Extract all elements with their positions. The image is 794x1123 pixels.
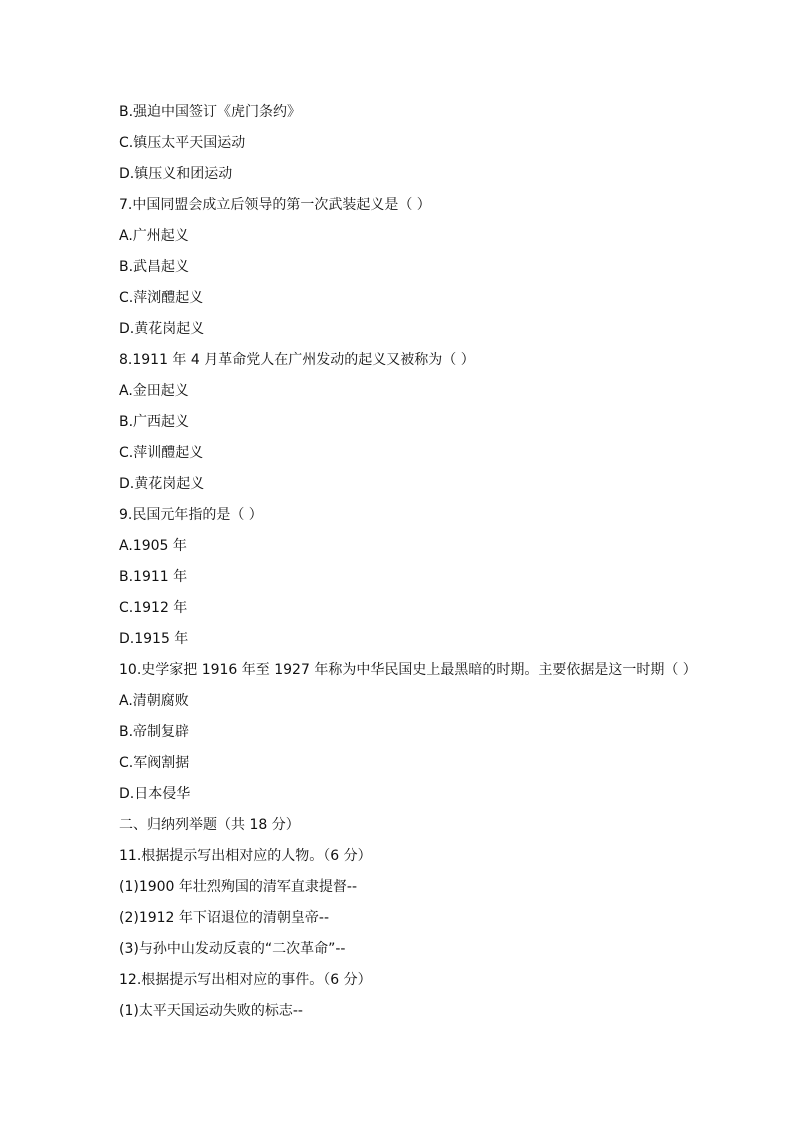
- question-7: 7.中国同盟会成立后领导的第一次武装起义是（ ）: [119, 197, 431, 213]
- question-list: [119, 100, 719, 1030]
- question-10: 10.史学家把 1916 年至 1927 年称为中华民国史上最黑暗的时期。主要依据是这一时期（ ）: [119, 662, 697, 678]
- option-d: D.1915 年: [119, 631, 189, 647]
- question-9: 9.民国元年指的是（ ）: [119, 507, 263, 523]
- option-a: A.清朝腐败: [119, 693, 189, 709]
- prompt-item: (2)1912 年下诏退位的清朝皇帝--: [119, 910, 330, 926]
- prompt-item: (1)1900 年壮烈殉国的清军直隶提督--: [119, 879, 358, 895]
- option-a: A.广州起义: [119, 228, 189, 244]
- option-b: B.强迫中国签订《虎门条约》: [119, 104, 302, 120]
- option-b: B.武昌起义: [119, 259, 190, 275]
- question-8: 8.1911 年 4 月革命党人在广州发动的起义又被称为（ ）: [119, 352, 475, 368]
- option-c: C.1912 年: [119, 600, 188, 616]
- option-b: B.帝制复辟: [119, 724, 190, 740]
- prompt-item: (3)与孙中山发动反袁的“二次革命”--: [119, 941, 346, 957]
- option-d: D.镇压义和团运动: [119, 166, 233, 182]
- option-c: C.镇压太平天国运动: [119, 135, 246, 151]
- option-a: A.1905 年: [119, 538, 187, 554]
- option-b: B.广西起义: [119, 414, 190, 430]
- question-12: 12.根据提示写出相对应的事件。（6 分）: [119, 972, 372, 988]
- section-heading: 二、归纳列举题（共 18 分）: [119, 817, 300, 833]
- option-c: C.军阀割据: [119, 755, 190, 771]
- option-a: A.金田起义: [119, 383, 189, 399]
- prompt-item: (1)太平天国运动失败的标志--: [119, 1003, 303, 1019]
- option-d: D.黄花岗起义: [119, 321, 205, 337]
- option-b: B.1911 年: [119, 569, 188, 585]
- question-11: 11.根据提示写出相对应的人物。（6 分）: [119, 848, 372, 864]
- option-c: C.萍训醴起义: [119, 445, 204, 461]
- option-c: C.萍浏醴起义: [119, 290, 204, 306]
- option-d: D.黄花岗起义: [119, 476, 205, 492]
- option-d: D.日本侵华: [119, 786, 191, 802]
